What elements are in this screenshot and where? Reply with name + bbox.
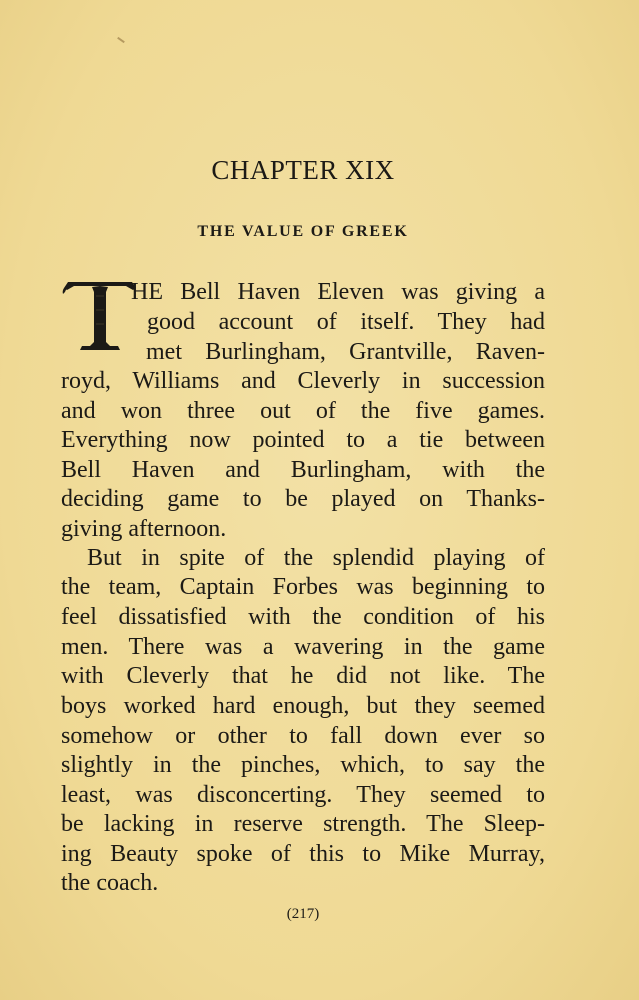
text-line: men. There was a wavering in the game xyxy=(61,634,545,660)
dropcap-t xyxy=(60,280,140,356)
text-line: Everything now pointed to a tie between xyxy=(61,427,545,453)
text-line: feel dissatisfied with the condition of his xyxy=(61,604,545,630)
chapter-subtitle: THE VALUE OF GREEK xyxy=(197,223,409,240)
text-line: and won three out of the five games. xyxy=(61,398,545,424)
text-line: Bell Haven and Burlingham, with the xyxy=(61,457,545,483)
page-number: (217) xyxy=(286,906,320,922)
paper-speck xyxy=(117,37,125,43)
text-line: with Cleverly that he did not like. The xyxy=(61,663,545,689)
text-line: good account of itself. They had xyxy=(147,309,545,335)
text-line: somehow or other to fall down ever so xyxy=(61,723,545,749)
text-line: giving afternoon. xyxy=(61,516,227,542)
text-line: royd, Williams and Cleverly in succession xyxy=(61,368,545,394)
text-line: the team, Captain Forbes was beginning to xyxy=(61,574,545,600)
text-line: slightly in the pinches, which, to say the xyxy=(61,752,545,778)
chapter-title: CHAPTER XIX xyxy=(211,155,395,185)
text-line: deciding game to be played on Thanks- xyxy=(61,486,545,512)
text-line: ing Beauty spoke of this to Mike Murray, xyxy=(61,841,545,867)
text-line: least, was disconcerting. They seemed to xyxy=(61,782,545,808)
text-line: met Burlingham, Grantville, Raven- xyxy=(146,339,545,365)
text-line: the coach. xyxy=(61,870,159,896)
text-line: be lacking in reserve strength. The Sleep- xyxy=(61,811,545,837)
text-line: But in spite of the splendid playing of xyxy=(87,545,545,571)
text-line: boys worked hard enough, but they seemed xyxy=(61,693,545,719)
text-line: HE Bell Haven Eleven was giving a xyxy=(131,279,545,305)
